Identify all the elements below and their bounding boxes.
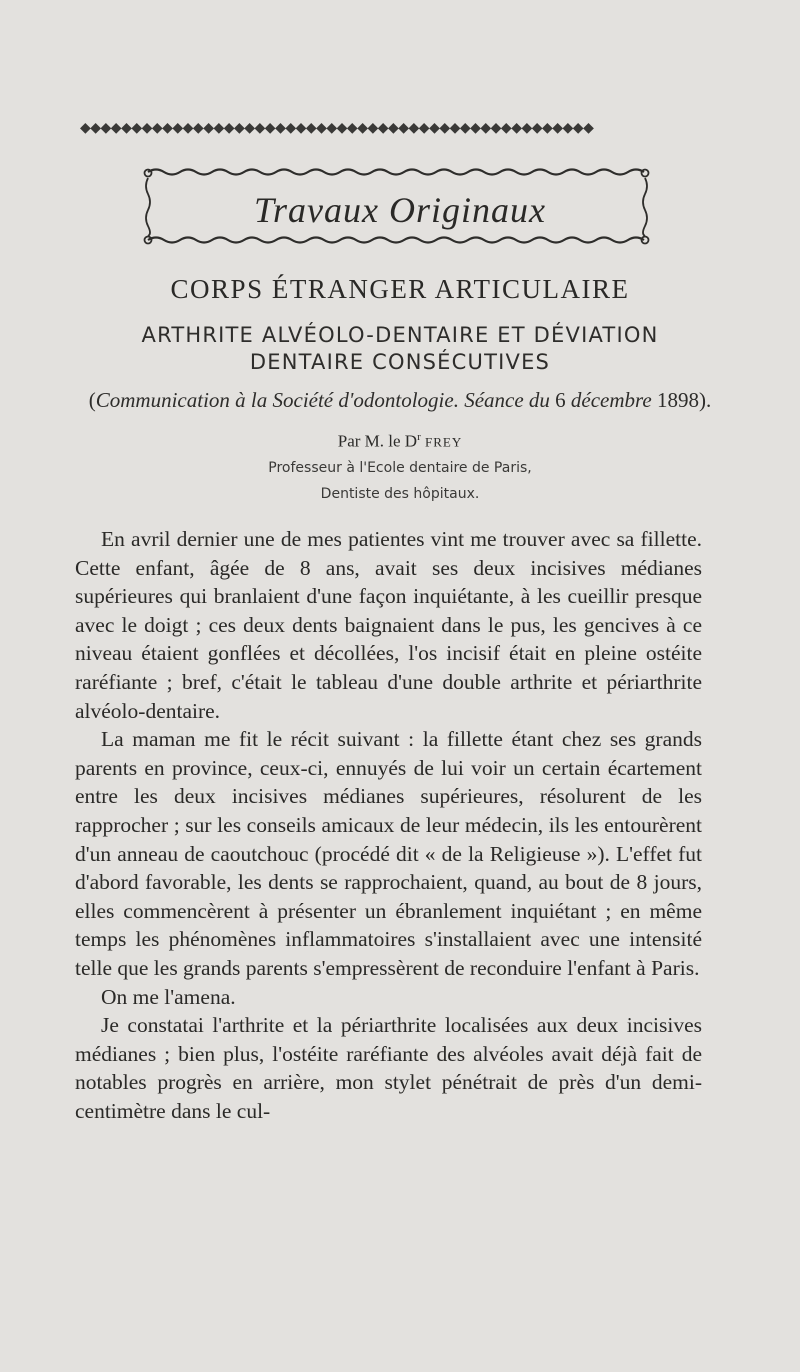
- byline-prefix: Par M. le D: [337, 431, 418, 451]
- communication-day: 6: [549, 388, 571, 412]
- article-title: CORPS ÉTRANGER ARTICULAIRE: [170, 274, 630, 304]
- author-affiliation-2: Dentiste des hôpitaux.: [320, 486, 480, 502]
- article-subtitle: [80, 322, 720, 376]
- subtitle-line-2: DENTAIRE CONSÉCUTIVES: [249, 350, 551, 374]
- communication-open-paren: (: [88, 388, 96, 412]
- byline-superscript: r: [417, 431, 421, 443]
- section-title-frame: [140, 160, 660, 250]
- subtitle-line-1: ARTHRITE ALVÉOLO-DENTAIRE ET DÉVIATION: [141, 323, 659, 347]
- communication-note: [50, 385, 750, 415]
- section-title: Travaux Originaux: [254, 190, 546, 230]
- body-paragraph: La maman me fit le récit suivant : la fillette étant chez ses grands parents en province, ceux-ci, ennuyés de lui voir un certain écartement entre les deux incisives médianes supérieures, résolurent de les rapprocher ; sur les conseils amicaux de leur médecin, ils les entourèrent d'un anneau de caoutchouc (procédé dit « de la Religieuse »). L'effet fut d'abord favorable, les dents se rapprochaient, quand, au bout de 8 jours, elles commencèrent à présenter un ébranlement inquiétant ; en même temps les phénomènes inflammatoires s'installaient avec une intensité telle que les grands parents s'empressèrent de reconduire l'enfant à Paris.: [75, 727, 702, 980]
- diamond-ornament-rule: ◆◆◆◆◆◆◆◆◆◆◆◆◆◆◆◆◆◆◆◆◆◆◆◆◆◆◆◆◆◆◆◆◆◆◆◆◆◆◆◆◆◆◆◆◆◆◆◆◆◆: [80, 120, 594, 136]
- communication-italic: Communication à la Société d'odontologie. Séance du: [95, 388, 550, 412]
- body-paragraph: Je constatai l'arthrite et la périarthrite localisées aux deux incisives médianes ; bien plus, l'ostéite raréfiante des alvéoles avait déjà fait de notables progrès en arrière, mon stylet pénétrait de près d'un demi-centimètre dans le cul-: [75, 1013, 702, 1123]
- article-body: [75, 525, 702, 1125]
- communication-year: 1898).: [651, 388, 712, 412]
- communication-month: décembre: [570, 388, 652, 412]
- body-paragraph: En avril dernier une de mes patientes vint me trouver avec sa fillette. Cette enfant, âgée de 8 ans, avait ses deux incisives médianes supérieures qui branlaient d'une façon inquiétante, à les cueillir presque avec le doigt ; ces deux dents baignaient dans le pus, les gencives à ce niveau étaient gonflées et décollées, l'os incisif était en pleine ostéite raréfiante ; bref, c'était le tableau d'une double arthrite et périarthrite alvéolo-dentaire.: [75, 527, 702, 723]
- body-paragraph: On me l'amena.: [101, 984, 236, 1009]
- author-affiliation-1: Professeur à l'Ecole dentaire de Paris,: [268, 460, 532, 476]
- author-name: FREY: [420, 434, 463, 450]
- author-byline: [100, 425, 700, 455]
